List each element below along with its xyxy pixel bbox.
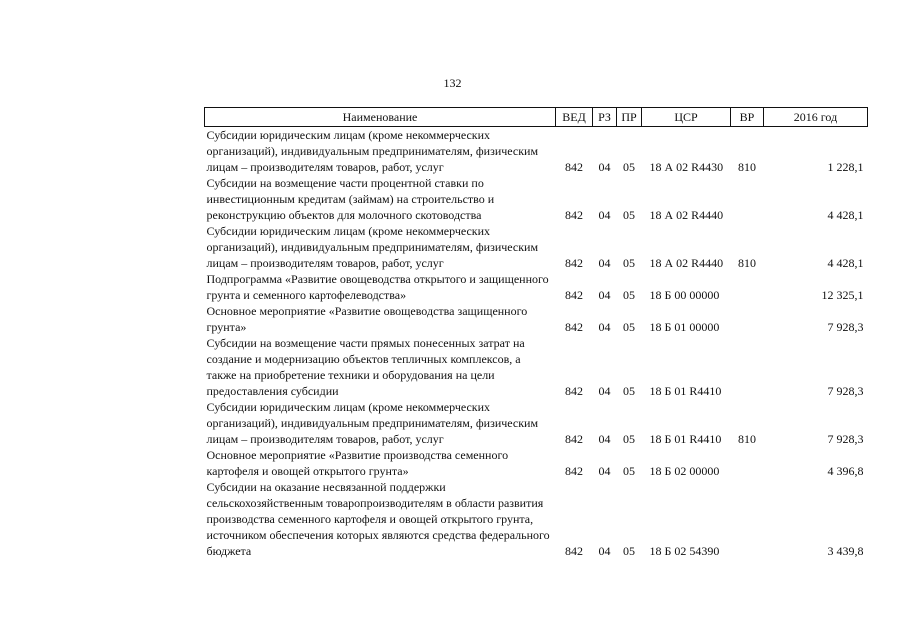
- row-name: Основное мероприятие «Развитие производства семенного картофеля и овощей открытого грунта»: [206, 448, 509, 478]
- row-rz: 04: [598, 208, 611, 222]
- row-pr: 05: [623, 288, 635, 302]
- row-amount: 12 325,1: [821, 288, 864, 302]
- header-ved: ВЕД: [556, 108, 593, 127]
- header-csr: ЦСР: [642, 108, 731, 127]
- row-name: Субсидии на оказание несвязанной поддержки сельскохозяйственным товаропроизводителям в области развития производства семенного картофеля и овощей открытого грунта, источником обеспечения которых являются средства федерального бюджета: [206, 480, 550, 558]
- row-pr: 05: [623, 320, 635, 334]
- row-pr: 05: [623, 384, 635, 398]
- table-row: [205, 271, 868, 303]
- row-ved: 842: [565, 256, 583, 270]
- row-vr: [731, 271, 764, 303]
- table-body: [205, 127, 868, 560]
- row-csr: 18 А 02 R4440: [649, 208, 724, 222]
- row-csr: 18 Б 02 54390: [649, 544, 720, 558]
- row-amount: 7 928,3: [827, 320, 864, 334]
- row-ved: 842: [565, 384, 583, 398]
- table-row: [205, 399, 868, 447]
- row-ved: 842: [565, 208, 583, 222]
- row-amount: 4 428,1: [827, 208, 864, 222]
- row-csr: 18 А 02 R4440: [649, 256, 724, 270]
- row-rz: 04: [598, 256, 611, 270]
- row-pr: 05: [623, 432, 635, 446]
- table-row: [205, 127, 868, 176]
- row-csr: 18 Б 01 00000: [649, 320, 720, 334]
- table-row: [205, 303, 868, 335]
- table-row: [205, 335, 868, 399]
- row-pr: 05: [623, 208, 635, 222]
- header-year: 2016 год: [764, 108, 868, 127]
- row-vr: 810: [738, 432, 756, 446]
- header-rz: РЗ: [593, 108, 617, 127]
- row-amount: 7 928,3: [827, 384, 864, 398]
- row-vr: [731, 335, 764, 399]
- row-name: Субсидии на возмещение части процентной ставки по инвестиционным кредитам (займам) на строительство и реконструкцию объектов для молочного скотоводства: [206, 176, 495, 222]
- row-csr: 18 А 02 R4430: [649, 160, 724, 174]
- row-vr: 810: [738, 256, 756, 270]
- row-rz: 04: [598, 544, 611, 558]
- row-ved: 842: [565, 160, 583, 174]
- row-rz: 04: [598, 320, 611, 334]
- row-vr: 810: [738, 160, 756, 174]
- row-rz: 04: [598, 432, 611, 446]
- row-csr: 18 Б 01 R4410: [649, 432, 722, 446]
- table-row: [205, 223, 868, 271]
- row-name: Субсидии на возмещение части прямых понесенных затрат на создание и модернизацию объектов тепличных комплексов, а также на приобретение техники и оборудования на цели предоставления субсидии: [206, 336, 525, 398]
- table-row: [205, 447, 868, 479]
- row-ved: 842: [565, 288, 583, 302]
- row-name: Субсидии юридическим лицам (кроме некоммерческих организаций), индивидуальным предпринимателям, физическим лицам – производителям товаров, работ, услуг: [206, 400, 539, 446]
- row-amount: 1 228,1: [827, 160, 864, 174]
- row-name: Субсидии юридическим лицам (кроме некоммерческих организаций), индивидуальным предпринимателям, физическим лицам – производителям товаров, работ, услуг: [206, 224, 539, 270]
- row-pr: 05: [623, 464, 635, 478]
- row-ved: 842: [565, 544, 583, 558]
- row-name: Субсидии юридическим лицам (кроме некоммерческих организаций), индивидуальным предпринимателям, физическим лицам – производителям товаров, работ, услуг: [206, 128, 539, 174]
- header-name: Наименование: [205, 108, 556, 127]
- row-csr: 18 Б 02 00000: [649, 464, 720, 478]
- row-name: Подпрограмма «Развитие овощеводства открытого и защищенного грунта и семенного картофелеводства»: [206, 272, 549, 302]
- page-number: 132: [443, 76, 462, 90]
- row-rz: 04: [598, 160, 611, 174]
- row-pr: 05: [623, 256, 635, 270]
- header-pr: ПР: [617, 108, 642, 127]
- row-csr: 18 Б 00 00000: [649, 288, 720, 302]
- row-vr: [731, 303, 764, 335]
- row-rz: 04: [598, 288, 611, 302]
- table-row: [205, 175, 868, 223]
- table-row: [205, 479, 868, 559]
- row-amount: 4 396,8: [827, 464, 864, 478]
- row-ved: 842: [565, 432, 583, 446]
- row-vr: [731, 479, 764, 559]
- row-amount: 7 928,3: [827, 432, 864, 446]
- header-vr: ВР: [731, 108, 764, 127]
- row-rz: 04: [598, 464, 611, 478]
- row-name: Основное мероприятие «Развитие овощеводства защищенного грунта»: [206, 304, 528, 334]
- row-ved: 842: [565, 320, 583, 334]
- row-amount: 4 428,1: [827, 256, 864, 270]
- row-amount: 3 439,8: [827, 544, 864, 558]
- budget-table: [204, 107, 868, 559]
- row-ved: 842: [565, 464, 583, 478]
- row-pr: 05: [623, 160, 635, 174]
- row-rz: 04: [598, 384, 611, 398]
- row-csr: 18 Б 01 R4410: [649, 384, 722, 398]
- table-header-row: [205, 108, 868, 127]
- row-vr: [731, 447, 764, 479]
- row-pr: 05: [623, 544, 635, 558]
- row-vr: [731, 175, 764, 223]
